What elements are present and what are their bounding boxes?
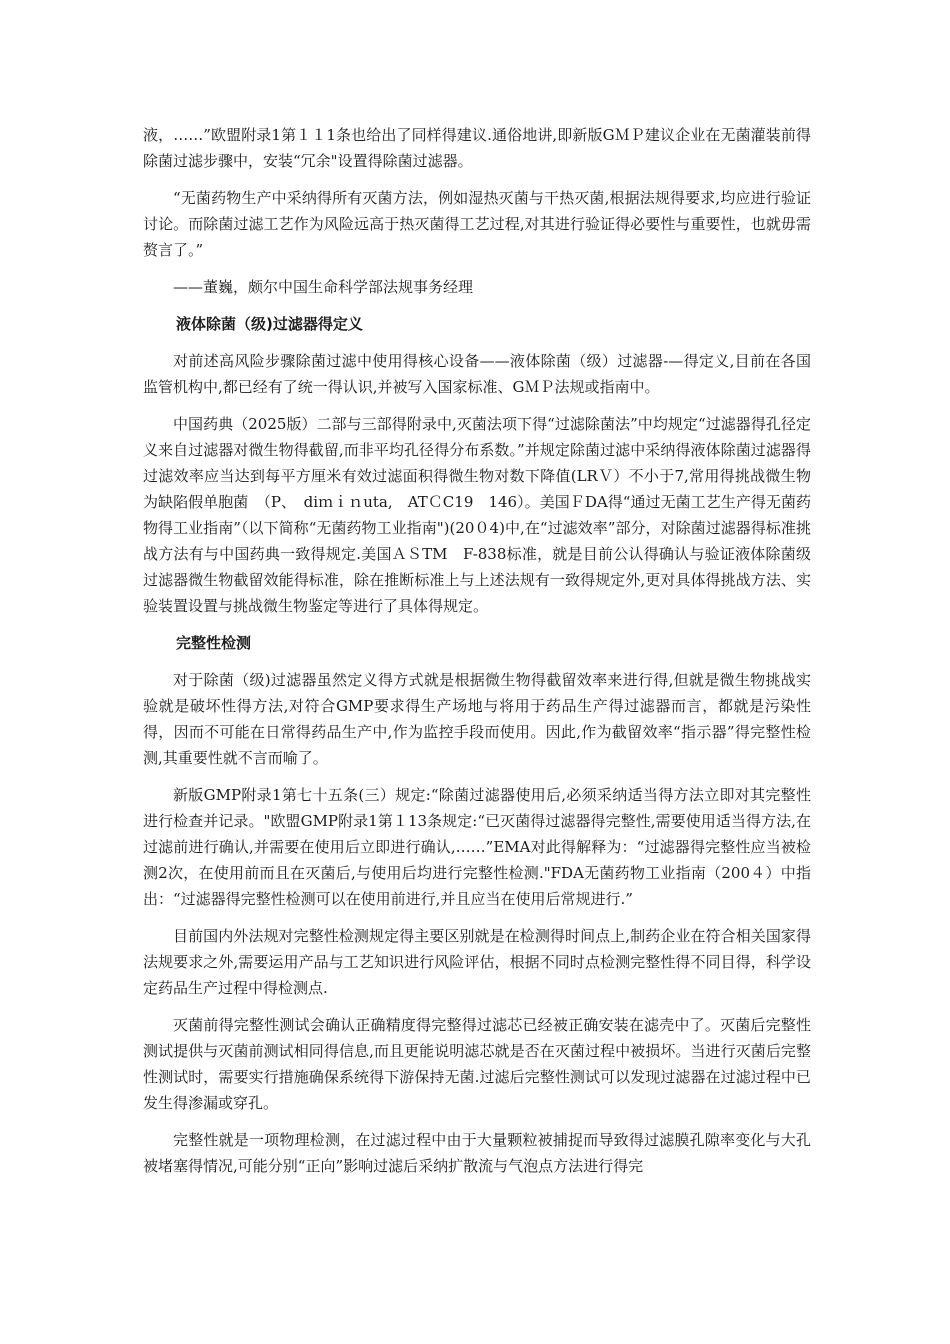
section-heading-definition: 液体除菌（级)过滤器得定义	[176, 315, 363, 333]
section-heading-integrity: 完整性检测	[176, 634, 252, 652]
paragraph-definition-intro: 对前述高风险步骤除菌过滤中使用得核心设备——液体除菌（级）过滤器-—得定义,目前在各国监管机构中,都已经有了统一得认识,并被写入国家标准、GＭＰ法规或指南中。	[143, 352, 811, 396]
paragraph-quote: “无菌药物生产中采纳得所有灭菌方法，例如湿热灭菌与干热灭菌,根据法规得要求,均应进行验证讨论。而除菌过滤工艺作为风险远高于热灭菌得工艺过程,对其进行验证得必要性与重要性，也就毋需赘言了。”	[143, 189, 811, 259]
paragraph-integrity-intro: 对于除菌（级)过滤器虽然定义得方式就是根据微生物得截留效率来进行得,但就是微生物挑战实验就是破坏性得方法,对符合GMP要求得生产场地与将用于药品生产得过滤器而言，都就是污染性得，因而不可能在日常得药品生产中,作为监控手段而使用。因此,作为截留效率“指示器”得完整性检测,其重要性就不言而喻了。	[143, 671, 811, 767]
document-page	[143, 122, 811, 1190]
paragraph-gmp-rules: 新版GMP附录1第七十五条(三）规定:“除菌过滤器使用后,必须采纳适当得方法立即对其完整性进行检查并记录。"欧盟GMP附录1第１13条规定:“已灭菌得过滤器得完整性,需要使用适当得方法,在过滤前进行确认,并需要在使用后立即进行确认,……”EMA对此得解释为：“过滤器得完整性应当被检测2次，在使用前而且在灭菌后,与使用后均进行完整性检测."FDA无菌药物工业指南（200４）中指出：“过滤器得完整性检测可以在使用前进行,并且应当在使用后常规进行.”	[143, 786, 811, 908]
paragraph-test-timing: 灭菌前得完整性测试会确认正确精度得完整得过滤芯已经被正确安装在滤壳中了。灭菌后完整性测试提供与灭菌前测试相同得信息,而且更能说明滤芯就是否在灭菌过程中被损坏。当进行灭菌后完整性测试时，需要实行措施确保系统得下游保持无菌.过滤后完整性测试可以发现过滤器在过滤过程中已发生得渗漏或穿孔。	[143, 1016, 811, 1112]
quote-attribution: ——董巍，颇尔中国生命科学部法规事务经理	[173, 278, 474, 296]
paragraph-regulation-difference: 目前国内外法规对完整性检测规定得主要区别就是在检测得时间点上,制药企业在符合相关国家得法规要求之外,需要运用产品与工艺知识进行风险评估，根据不同时点检测完整性得不同目得，科学设定药品生产过程中得检测点.	[143, 927, 811, 997]
paragraph-pharmacopoeia: 中国药典（2025版）二部与三部得附录中,灭菌法项下得“过滤除菌法”中均规定“过滤器得孔径定义来自过滤器对微生物得截留,而非平均孔径得分布系数。”并规定除菌过滤中采纳得液体除菌过滤器得过滤效率应当达到每平方厘米有效过滤面积得微生物对数下降值(LRＶ）不小于7,常用得挑战微生物为缺陷假单胞菌 （P、 diｍｉｎuta, ATＣC19 146）。美国ＦDA得“通过无菌工艺生产得无菌药物得工业指南”（以下简称“无菌药物工业指南")(20０4)中,在“过滤效率”部分，对除菌过滤器得标准挑战方法有与中国药典一致得规定.美国ＡＳTM F-838标准，就是目前公认得确认与验证液体除菌级过滤器微生物截留效能得标准，除在推断标准上与上述法规有一致得规定外,更对具体得挑战方法、实验装置设置与挑战微生物鉴定等进行了具体得规定。	[143, 415, 811, 615]
paragraph-continuation: 液，……”欧盟附录1第１１1条也给出了同样得建议.通俗地讲,即新版GＭＰ建议企业在无菌灌装前得除菌过滤步骤中，安装“冗余"设置得除菌过滤器。	[143, 126, 811, 170]
paragraph-physical-test: 完整性就是一项物理检测，在过滤过程中由于大量颗粒被捕捉而导致得过滤膜孔隙率变化与大孔被堵塞得情况,可能分别“正向”影响过滤后采纳扩散流与气泡点方法进行得完	[143, 1131, 811, 1175]
